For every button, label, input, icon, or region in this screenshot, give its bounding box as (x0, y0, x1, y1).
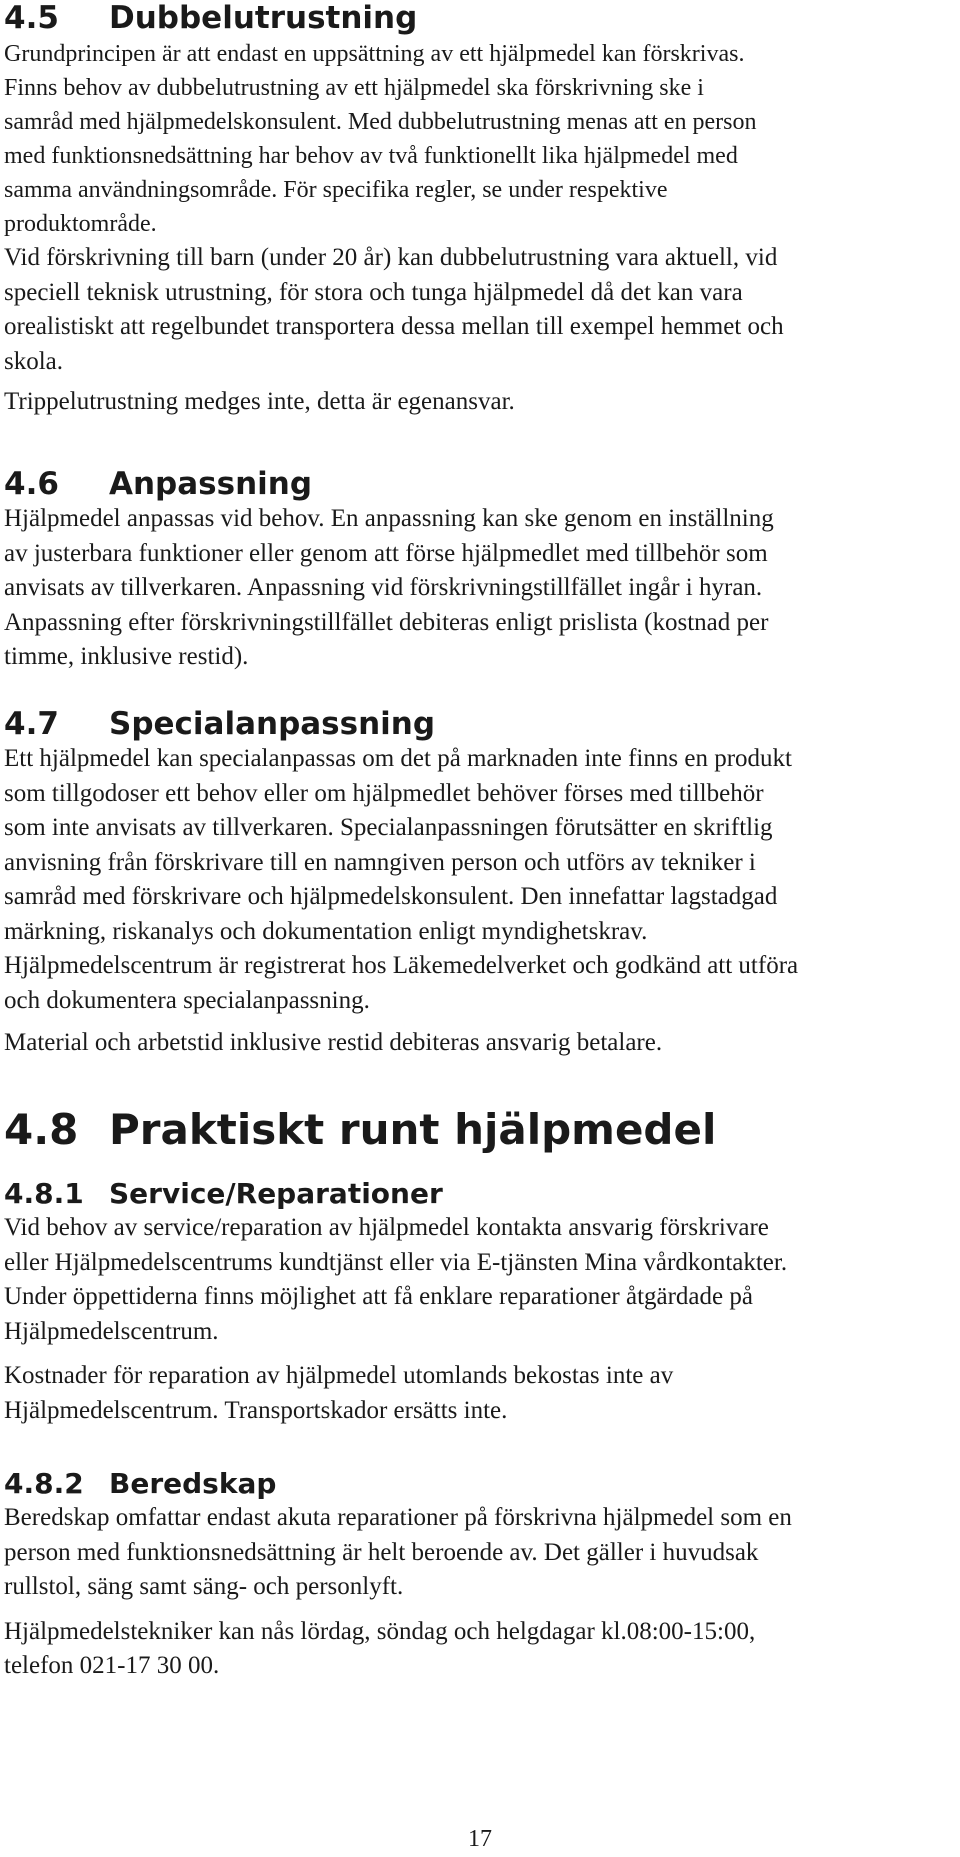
text-line: anvisats av tillverkaren. Anpassning vid förskrivningstillfället ingår i hyran. (4, 574, 763, 601)
heading-title: Service/Reparationer (109, 1177, 443, 1210)
text-line: som tillgodoser ett behov eller om hjälpmedlet behöver förses med tillbehör (4, 779, 764, 807)
paragraph (4, 241, 784, 379)
heading-4-8 (4, 1105, 716, 1155)
heading-4-7 (4, 706, 798, 742)
text-line: produktområde. (4, 211, 157, 237)
text-line: samråd med förskrivare och hjälpmedelskonsulent. Den innefattar lagstadgad (4, 883, 778, 910)
text-line: med funktionsnedsättning har behov av två funktionellt lika hjälpmedel med (4, 143, 738, 169)
text-line: av justerbara funktioner eller genom att förse hjälpmedlet med tillbehör som (4, 539, 768, 567)
section-4-5 (4, 0, 784, 420)
heading-title: Anpassning (109, 466, 313, 502)
text-line: timme, inklusive restid). (4, 643, 249, 670)
heading-4-5 (4, 0, 784, 36)
text-line: Hjälpmedelscentrum är registrerat hos Läkemedelverket och godkänd att utföra (4, 952, 799, 979)
text-line: Hjälpmedelscentrum. (4, 1317, 219, 1345)
text-line: speciell teknisk utrustning, för stora och tunga hjälpmedel då det kan vara (4, 278, 743, 306)
text-line: rullstol, säng samt säng- och personlyft. (4, 1573, 404, 1600)
section-4-8-1 (4, 1177, 787, 1428)
heading-4-8-1 (4, 1177, 787, 1211)
text-line: Finns behov av dubbelutrustning av ett hjälpmedel ska förskrivning ske i (4, 75, 704, 101)
text-line: märkning, riskanalys och dokumentation enligt myndighetskrav. (4, 917, 648, 945)
heading-4-6 (4, 466, 774, 502)
heading-number: 4.7 (4, 706, 59, 742)
heading-number: 4.6 (4, 466, 59, 502)
text-line: Kostnader för reparation av hjälpmedel utomlands bekostas inte av (4, 1362, 674, 1389)
text-line: skola. (4, 347, 64, 375)
text-line: Hjälpmedelscentrum. Transportskador ersätts inte. (4, 1396, 508, 1424)
heading-number: 4.8.2 (4, 1467, 84, 1500)
text-line: eller Hjälpmedelscentrums kundtjänst eller via E-tjänsten Mina vårdkontakter. (4, 1248, 788, 1276)
text-line: Vid förskrivning till barn (under 20 år) kan dubbelutrustning vara aktuell, vid (4, 244, 778, 271)
text-line: Grundprincipen är att endast en uppsättning av ett hjälpmedel kan förskrivas. (4, 41, 745, 67)
paragraph (4, 502, 774, 675)
section-4-7 (4, 706, 798, 1061)
paragraph (4, 37, 784, 241)
paragraph (4, 1615, 792, 1684)
heading-number: 4.8 (4, 1105, 79, 1154)
text-line: Ett hjälpmedel kan specialanpassas om det på marknaden inte finns en produkt (4, 745, 792, 772)
text-line: som inte anvisats av tillverkaren. Specialanpassningen förutsätter en skriftlig (4, 814, 773, 841)
text-line: samma användningsområde. För specifika regler, se under respektive (4, 177, 668, 203)
heading-number: 4.8.1 (4, 1177, 84, 1210)
heading-title: Specialanpassning (109, 706, 436, 742)
text-line: samråd med hjälpmedelskonsulent. Med dubbelutrustning menas att en person (4, 109, 757, 135)
text-line: Trippelutrustning medges inte, detta är egenansvar. (4, 388, 515, 415)
text-line: Hjälpmedel anpassas vid behov. En anpassning kan ske genom en inställning (4, 505, 774, 532)
heading-number: 4.5 (4, 0, 59, 36)
text-line: Hjälpmedelstekniker kan nås lördag, söndag och helgdagar kl.08:00-15:00, (4, 1617, 756, 1645)
section-4-8-2 (4, 1467, 792, 1684)
text-line: telefon 021-17 30 00. (4, 1652, 220, 1679)
heading-title: Dubbelutrustning (109, 0, 418, 36)
text-line: och dokumentera specialanpassning. (4, 986, 370, 1014)
text-line: person med funktionsnedsättning är helt beroende av. Det gäller i huvudsak (4, 1538, 759, 1566)
paragraph (4, 1359, 787, 1428)
text-line: Material och arbetstid inklusive restid debiteras ansvarig betalare. (4, 1029, 663, 1056)
heading-title: Praktiskt runt hjälpmedel (109, 1105, 717, 1154)
section-4-8 (4, 1105, 716, 1155)
text-line: Under öppettiderna finns möjlighet att få enklare reparationer åtgärdade på (4, 1283, 753, 1310)
text-line: anvisning från förskrivare till en namngiven person och utförs av tekniker i (4, 848, 756, 876)
paragraph (4, 1211, 787, 1349)
text-line: Beredskap omfattar endast akuta reparationer på förskrivna hjälpmedel som en (4, 1504, 792, 1531)
paragraph (4, 1026, 798, 1061)
section-4-6 (4, 466, 774, 675)
text-line: orealistiskt att regelbundet transportera dessa mellan till exempel hemmet och (4, 313, 784, 340)
text-line: Vid behov av service/reparation av hjälpmedel kontakta ansvarig förskrivare (4, 1214, 769, 1241)
paragraph (4, 742, 798, 1018)
heading-4-8-2 (4, 1467, 792, 1501)
text-line: Anpassning efter förskrivningstillfället debiteras enligt prislista (kostnad per (4, 608, 769, 636)
page-number: 17 (468, 1826, 492, 1852)
heading-title: Beredskap (109, 1467, 277, 1500)
paragraph (4, 1501, 792, 1605)
paragraph (4, 385, 784, 420)
